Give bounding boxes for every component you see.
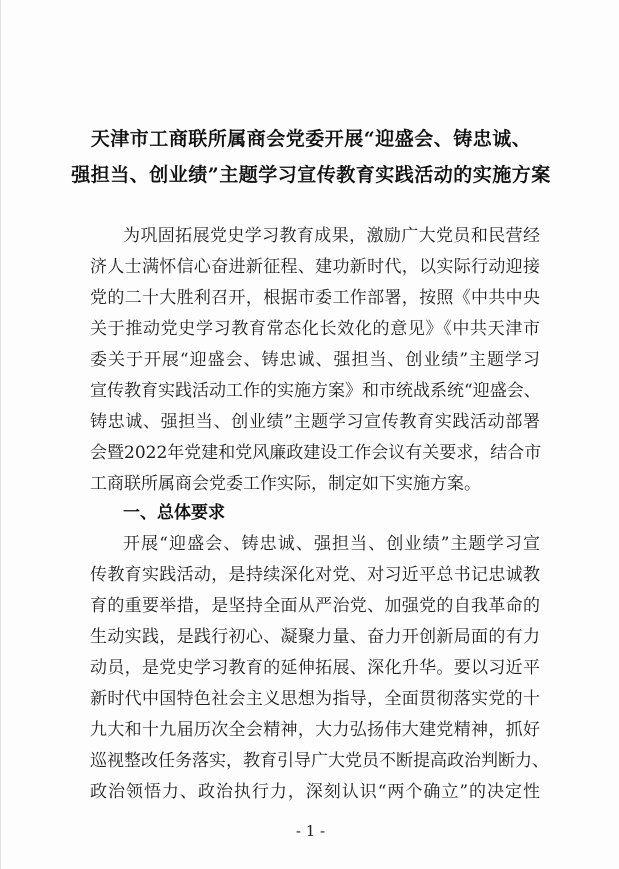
page-number: - 1 - [295,822,326,840]
paragraph-1-line: 党的二十大胜利召开，根据市委工作部署，按照《中共中央 [90,288,540,308]
paragraph-2-line: 政治领悟力、政治执行力，深刻认识“两个确立”的决定性 [90,782,540,802]
paragraph-2-line: 传教育实践活动，是持续深化对党、对习近平总书记忠诚教 [90,565,540,585]
paragraph-2-line: 九大和十九届历次全会精神，大力弘扬伟大建党精神，抓好 [90,720,540,740]
paragraph-2-line: 育的重要举措，是坚持全面从严治党、加强党的自我革命的 [90,596,540,616]
paragraph-1-line: 济人士满怀信心奋进新征程、建功新时代，以实际行动迎接 [90,257,540,277]
paragraph-2-line: 动员，是党史学习教育的延伸拓展、深化升华。要以习近平 [90,658,540,678]
paragraph-2-line: 新时代中国特色社会主义思想为指导，全面贯彻落实党的十 [90,689,540,709]
paragraph-1-line: 铸忠诚、强担当、创业绩”主题学习宣传教育实践活动部署 [90,412,540,432]
paragraph-1-line: 关于推动党史学习教育常态化长效化的意见》《中共天津市 [90,319,540,339]
paragraph-1-line: 委关于开展“迎盛会、铸忠诚、强担当、创业绩”主题学习 [90,350,540,370]
paragraph-1-line: 工商联所属商会党委工作实际，制定如下实施方案。 [90,474,481,494]
paragraph-1-line: 宣传教育实践活动工作的实施方案》和市统战系统“迎盛会、 [90,381,541,401]
paragraph-2-line: 生动实践，是践行初心、凝聚力量、奋力开创新局面的有力 [90,627,540,647]
section-heading: 一、总体要求 [123,503,225,523]
paragraph-2-line: 巡视整改任务落实，教育引导广大党员不断提高政治判断力、 [90,751,549,771]
paragraph-1-line: 为巩固拓展党史学习教育成果，激励广大党员和民营经 [123,226,540,246]
document-title-line-1: 天津市工商联所属商会党委开展“迎盛会、铸忠诚、 [90,128,532,150]
document-title-line-2: 强担当、创业绩”主题学习宣传教育实践活动的实施方案 [71,164,551,186]
paragraph-1-line: 会暨2022年党建和党风廉政建设工作会议有关要求，结合市 [90,443,542,463]
paragraph-2-line: 开展“迎盛会、铸忠诚、强担当、创业绩”主题学习宣 [123,534,540,554]
